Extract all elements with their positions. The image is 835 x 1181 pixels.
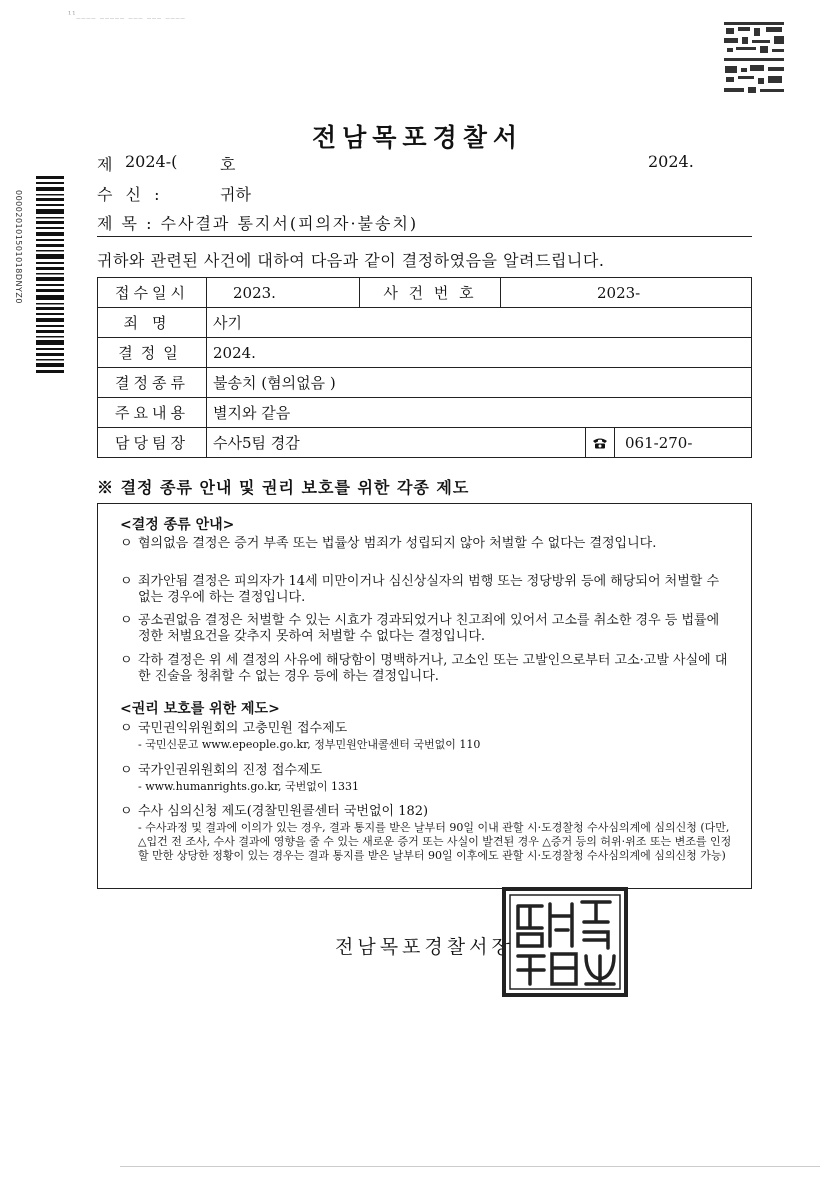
list-item: ㅇ 혐의없음 결정은 증거 부족 또는 법률상 범죄가 성립되지 않아 처벌할 수 없다는 결정입니다. (120, 536, 657, 551)
table-row (98, 278, 752, 308)
decision-date-label: 결정일 (98, 338, 207, 368)
bullet: ㅇ (120, 536, 133, 551)
table-row (98, 398, 752, 428)
corner-qr-stamp-icon (722, 18, 788, 98)
document-date: 2024. (648, 152, 694, 171)
document-number-value: 2024-( (125, 152, 178, 171)
table-row (98, 308, 752, 338)
header-divider (97, 236, 752, 237)
official-seal-icon (500, 886, 630, 998)
document-code: ¹¹____ _____ ___ ___ ____ (68, 10, 186, 19)
crime-value: 사기 (207, 308, 752, 338)
page-edge-line (120, 1166, 820, 1167)
intro-text: 귀하와 관련된 사건에 대하여 다음과 같이 결정하였음을 알려드립니다. (97, 251, 605, 270)
recipient-value: 귀하 (220, 185, 251, 204)
recipient-label: 수 신 : (97, 185, 164, 204)
case-info-table (97, 277, 752, 458)
document-number-label: 제 (97, 155, 113, 174)
document-number-suffix: 호 (220, 155, 236, 174)
officer-label: 담당팀장 (98, 428, 207, 458)
receipt-date-value: 2023. (207, 278, 360, 308)
bullet: ㅇ (120, 653, 133, 668)
document-subject: 제 목 : 수사결과 통지서(피의자·불송치) (97, 214, 419, 233)
bullet: ㅇ (120, 574, 133, 589)
list-item: ㅇ 공소권없음 결정은 처벌할 수 있는 시효가 경과되었거나 친고죄에 있어서 고소를 취소한 경우 등 법률에 정한 처벌요건을 갖추지 못하여 처벌할 수 없다는 결정입니다. (120, 613, 720, 644)
guidance-box (97, 503, 752, 889)
list-item-detail: - www.humanrights.go.kr, 국번없이 1331 (138, 780, 360, 793)
phone-value: 061-270- (625, 433, 693, 452)
table-row (98, 368, 752, 398)
rights-heading: <권리 보호를 위한 제도> (120, 701, 280, 717)
list-item: ㅇ 국민권익위원회의 고충민원 접수제도 (120, 721, 348, 736)
bullet: ㅇ (120, 613, 133, 628)
list-item: ㅇ 각하 결정은 위 세 결정의 사유에 해당함이 명백하거나, 고소인 또는 고발인으로부터 고소·고발 사실에 대한 진술을 청취할 수 없는 경우 등에 하는 결정입니다. (120, 653, 728, 684)
side-barcode-icon (36, 176, 64, 376)
decision-type-label: 결정종류 (98, 368, 207, 398)
decision-date-value: 2024. (207, 338, 752, 368)
decision-type-value: 불송치 (혐의없음 ) (207, 368, 752, 398)
case-number-label: 사 건 번 호 (360, 278, 501, 308)
crime-label: 죄명 (98, 308, 207, 338)
signer-name: 전남목포경찰서장 (335, 936, 514, 958)
list-item: ㅇ 죄가안됨 결정은 피의자가 14세 미만이거나 심신상실자의 범행 또는 정당방위 등에 해당되어 처벌할 수 없는 경우에 하는 결정입니다. (120, 574, 720, 605)
list-item-detail: - 수사과정 및 결과에 이의가 있는 경우, 결과 통지를 받은 날부터 90일 이내 관할 시·도경찰청 수사심의계에 심의신청 (다만, △입건 전 조사, 수사 결과에 영향을 줄 수 있는 새로운 증거 또는 사실이 발견된 경우 △증거 등의 허위·위조 또는 변조를 인정할 만한 상당한 정황이 있는 경우는 결과 통지를 받은 날부터 90일 이후에도 관할 시·도경찰청 수사심의계에 심의신청 가능) (138, 821, 732, 862)
list-item: ㅇ 국가인권위원회의 진정 접수제도 (120, 763, 323, 778)
officer-cell (207, 428, 752, 458)
table-row (98, 428, 752, 458)
case-number-value: 2023- (501, 278, 752, 308)
main-content-value: 별지와 같음 (207, 398, 752, 428)
organization-title: 전남목포경찰서 (311, 123, 524, 152)
officer-value: 수사5팀 경감 (213, 434, 300, 452)
list-item: ㅇ 수사 심의신청 제도(경찰민원콜센터 국번없이 182) (120, 804, 429, 819)
main-content-label: 주요내용 (98, 398, 207, 428)
list-item-detail: - 국민신문고 www.epeople.go.kr, 정부민원안내콜센터 국번없이 110 (138, 738, 481, 751)
section-title: ※ 결정 종류 안내 및 권리 보호를 위한 각종 제도 (97, 478, 470, 497)
bullet: ㅇ (120, 804, 133, 819)
telephone-icon (585, 428, 615, 457)
decision-types-heading: <결정 종류 안내> (120, 517, 235, 533)
receipt-date-label: 접수일시 (98, 278, 207, 308)
table-row (98, 338, 752, 368)
bullet: ㅇ (120, 721, 133, 736)
bullet: ㅇ (120, 763, 133, 778)
side-barcode-code: 000020101501018DNYZ0 (14, 190, 23, 304)
